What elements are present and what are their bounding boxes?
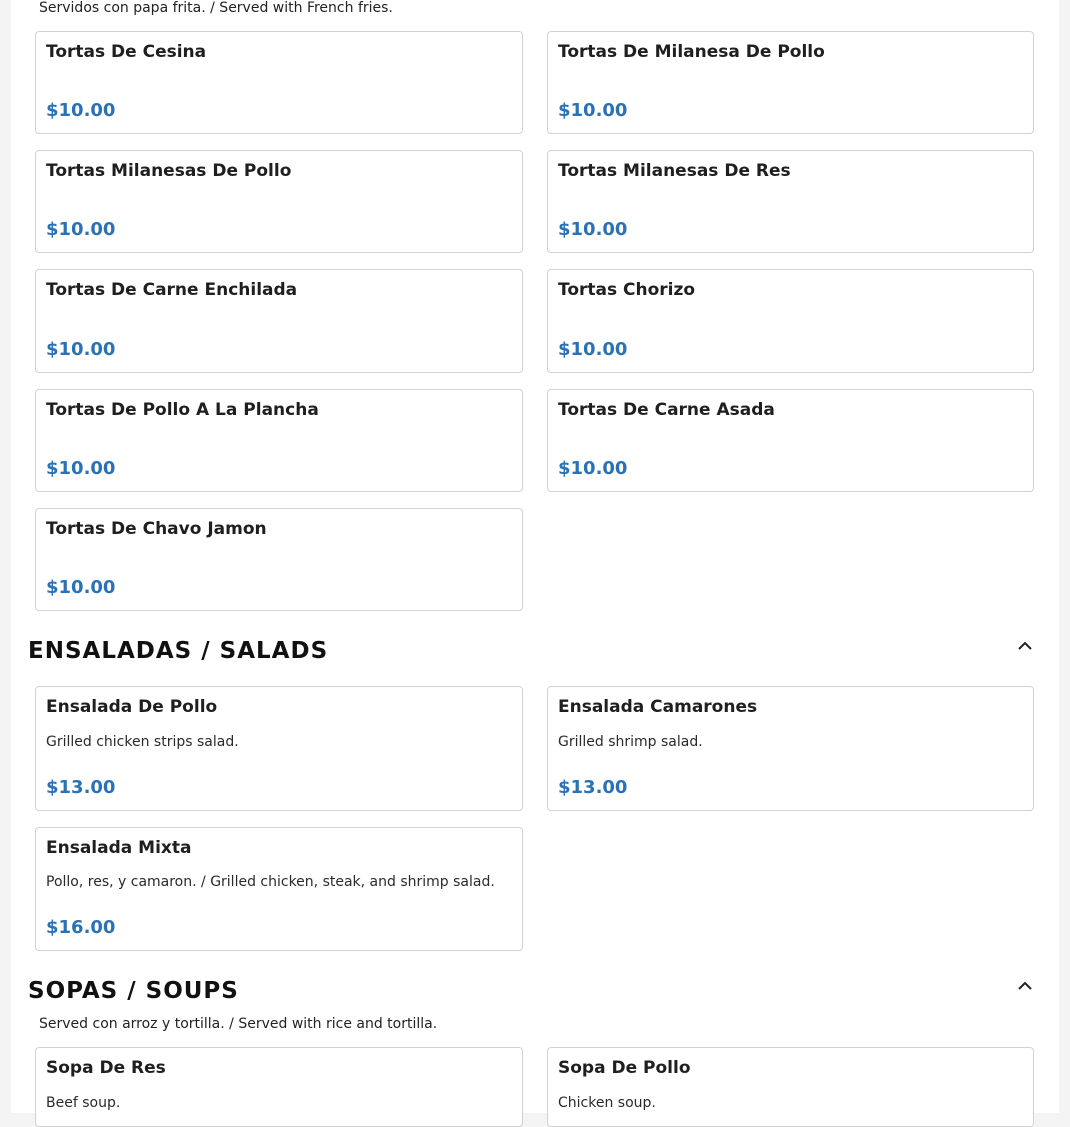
item-name: Tortas De Carne Asada [558,400,775,420]
item-name: Tortas Chorizo [558,280,696,300]
section-title-sopas: SOPAS / SOUPS [28,978,239,1004]
item-price: $10.00 [46,458,116,479]
item-price: $10.00 [558,458,628,479]
sopas-note: Served con arroz y tortilla. / Served with rice and tortilla. [39,1016,438,1032]
item-name: Tortas Milanesas De Pollo [46,161,292,181]
item-name: Sopa De Res [46,1058,166,1078]
item-name: Sopa De Pollo [558,1058,691,1078]
menu-item-card[interactable] [35,150,523,253]
item-price: $10.00 [46,100,116,121]
menu-item-card[interactable] [547,31,1034,134]
item-price: $10.00 [558,339,628,360]
item-name: Tortas De Chavo Jamon [46,519,267,539]
item-price: $10.00 [46,339,116,360]
item-name: Ensalada Camarones [558,697,758,717]
item-name: Ensalada Mixta [46,838,192,858]
item-description: Pollo, res, y camaron. / Grilled chicken, steak, and shrimp salad. [46,874,495,890]
item-name: Tortas De Pollo A La Plancha [46,400,319,420]
menu-item-card[interactable] [35,1047,523,1127]
chevron-up-icon[interactable] [1017,979,1033,991]
item-price: $10.00 [558,219,628,240]
menu-item-card[interactable] [35,508,523,611]
item-description: Beef soup. [46,1095,121,1111]
menu-item-card[interactable] [547,1047,1034,1127]
menu-item-card[interactable] [547,269,1034,373]
item-name: Tortas De Milanesa De Pollo [558,42,825,62]
item-price: $10.00 [46,219,116,240]
menu-item-card[interactable] [547,686,1034,811]
item-description: Grilled shrimp salad. [558,734,703,750]
item-price: $13.00 [558,777,628,798]
menu-item-card[interactable] [547,389,1034,492]
chevron-up-icon[interactable] [1017,639,1033,651]
menu-item-card[interactable] [547,150,1034,253]
item-price: $13.00 [46,777,116,798]
menu-item-card[interactable] [35,827,523,951]
item-name: Tortas Milanesas De Res [558,161,791,181]
item-name: Ensalada De Pollo [46,697,218,717]
menu-item-card[interactable] [35,31,523,134]
item-description: Grilled chicken strips salad. [46,734,239,750]
item-name: Tortas De Carne Enchilada [46,280,298,300]
tortas-note: Servidos con papa frita. / Served with French fries. [39,0,393,16]
menu-item-card[interactable] [35,686,523,811]
item-name: Tortas De Cesina [46,42,207,62]
item-price: $10.00 [46,577,116,598]
menu-item-card[interactable] [35,269,523,373]
item-description: Chicken soup. [558,1095,656,1111]
item-price: $10.00 [558,100,628,121]
menu-item-card[interactable] [35,389,523,492]
section-title-ensaladas: ENSALADAS / SALADS [28,638,329,664]
item-price: $16.00 [46,917,116,938]
